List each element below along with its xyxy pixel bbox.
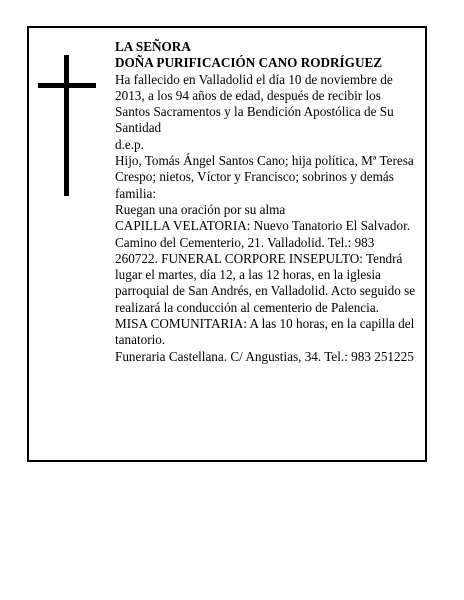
family-list: Hijo, Tomás Ángel Santos Cano; hija política, Mª Teresa Crespo; nietos, Víctor y Francisco; sobrinos y demás familia: xyxy=(115,153,414,201)
mass-details: MISA COMUNITARIA: A las 10 horas, en la capilla del tanatorio. xyxy=(115,316,415,348)
rip-abbreviation: d.e.p. xyxy=(115,136,144,152)
cross-icon xyxy=(64,55,69,196)
deceased-name: DOÑA PURIFICACIÓN CANO RODRÍGUEZ xyxy=(115,55,383,71)
death-announcement: Ha fallecido en Valladolid el día 10 de noviembre de 2013, a los 94 años de edad, después de recibir los Santos Sacramentos y la Bendición Apostólica de Su Santidad xyxy=(115,71,394,136)
funeral-home-contact: Funeraria Castellana. C/ Angustias, 34. Tel.: 983 251225 xyxy=(115,348,414,364)
title-line-1: LA SEÑORA xyxy=(115,39,191,54)
cross-icon-bar xyxy=(38,83,96,88)
funeral-details: CAPILLA VELATORIA: Nuevo Tanatorio El Salvador. Camino del Cementerio, 21. Valladolid. Tel.: 983 260722. FUNERAL CORPORE INSEPULTO: Tendrá lugar el martes, día 12, a las 12 horas, en la iglesia parroquial de San Andrés, en Valladolid. Acto seguido se realizará la conducción al cementerio de Palencia. xyxy=(115,218,416,315)
prayer-request: Ruegan una oración por su alma xyxy=(115,201,286,217)
obituary-text xyxy=(115,39,417,365)
